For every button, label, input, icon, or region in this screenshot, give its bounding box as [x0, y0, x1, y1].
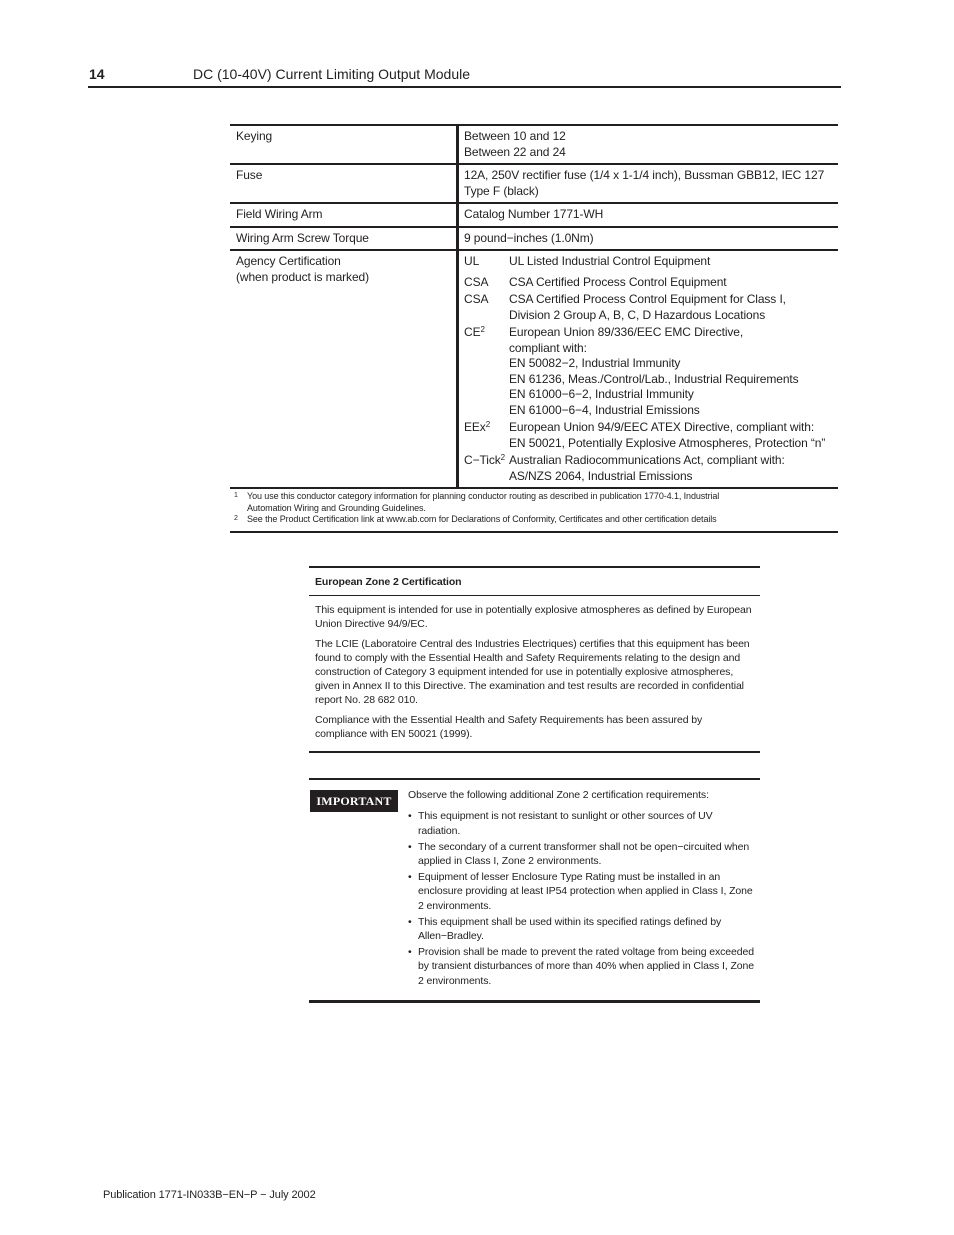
list-item [408, 840, 754, 869]
spec-row-keying [230, 126, 838, 165]
list-item [408, 870, 754, 913]
bullet-icon: • [408, 915, 412, 928]
cert-entry [464, 292, 832, 323]
header-rule [88, 86, 841, 88]
spec-label: Field Wiring Arm [230, 204, 459, 226]
cert-entry [464, 325, 832, 418]
spec-value-line: 12A, 250V rectifier fuse (1/4 x 1-1/4 inch), Bussman GBB12, IEC 127 [464, 168, 825, 182]
publication-footer: Publication 1771-IN033B−EN−P − July 2002 [103, 1189, 316, 1201]
spec-label: Wiring Arm Screw Torque [230, 228, 459, 250]
table-footnotes [230, 489, 838, 533]
spec-value-line: Between 10 and 12 [464, 129, 566, 143]
spec-value-line: Catalog Number 1771-WH [464, 207, 604, 221]
cert-code: C−Tick$^2$ [464, 453, 505, 467]
spec-row-fuse [230, 165, 838, 204]
footnote [234, 514, 834, 526]
spec-value [459, 204, 838, 226]
list-item-text: Provision shall be made to prevent the rated voltage from being exceeded by transient disturbances of more than 40% when applied in Class I, Zone 2 environments. [418, 946, 755, 987]
footnote-mark: 1 [234, 492, 238, 499]
cert-entry [464, 275, 832, 291]
cert-code: CSA [464, 292, 489, 306]
cert-code: EEx$^2$ [464, 420, 491, 434]
footnote [234, 491, 834, 514]
zone2-paragraph: Compliance with the Essential Health and Safety Requirements has been assured by compliance with EN 50021 (1999). [315, 714, 703, 740]
zone2-paragraph: The LCIE (Laboratoire Central des Industries Electriques) certifies that this equipment has been found to comply with the Essential Health and Safety Requirements relating to the design and construction of Category 3 equipment intended for use in potentially explosive atmospheres, given in Annex II to this Directive. The examination and test results are recorded in confidential report No. 28 682 010. [315, 638, 750, 706]
list-item [408, 945, 754, 988]
list-item [408, 915, 754, 944]
important-list [408, 809, 754, 988]
zone2-certification-box [309, 566, 760, 753]
spec-value-line: 9 pound−inches (1.0Nm) [464, 230, 594, 245]
spec-row-field-wiring-arm [230, 204, 838, 228]
cert-code: $CE^2$ [464, 325, 485, 339]
important-intro: Observe the following additional Zone 2 certification requirements: [408, 789, 709, 801]
spec-value-line: Type F (black) [464, 183, 539, 198]
spec-label-line: (when product is marked) [236, 269, 369, 284]
spec-value [459, 126, 838, 163]
list-item-text: This equipment shall be used within its specified ratings defined by Allen−Bradley. [418, 915, 722, 943]
footnote-text: See the Product Certification link at www.ab.com for Declarations of Conformity, Certificates and other certification details [247, 514, 717, 525]
important-badge: IMPORTANT [310, 790, 398, 812]
cert-description: European Union 89/336/EEC EMC Directive, compliant with: EN 50082−2, Industrial Immunity EN 61236, Meas./Control/Lab., Industrial Requirements EN 61000−6−2, Industrial Immunity EN 61000−6−4, Industrial Emissions [509, 325, 799, 417]
spec-value [459, 165, 838, 202]
important-content [408, 780, 760, 988]
list-item-text: Equipment of lesser Enclosure Type Rating must be installed in an enclosure providing at least IP54 protection when applied in Class I, Zone 2 environments. [418, 871, 753, 912]
list-item [408, 809, 754, 838]
cert-description: UL Listed Industrial Control Equipment [509, 254, 711, 268]
zone2-paragraph: This equipment is intended for use in potentially explosive atmospheres as defined by European Union Directive 94/9/EC. [315, 604, 752, 630]
footnote-text: You use this conductor category information for planning conductor routing as described in publication 1770-4.1, Industrial Automation Wiring and Grounding Guidelines. [247, 491, 720, 513]
bullet-icon: • [408, 946, 412, 959]
cert-entry [464, 453, 832, 484]
cert-description: CSA Certified Process Control Equipment [509, 274, 727, 289]
page-number: 14 [89, 66, 105, 82]
important-box [309, 778, 760, 1003]
bullet-icon: • [408, 840, 412, 853]
cert-entry [464, 420, 832, 451]
bullet-icon: • [408, 810, 412, 823]
document-title: DC (10-40V) Current Limiting Output Module [193, 66, 471, 82]
cert-description: European Union 94/9/EEC ATEX Directive, compliant with: EN 50021, Potentially Explosive Atmospheres, Protection “n” [509, 420, 826, 450]
certification-list [459, 251, 838, 487]
footnote-mark: 2 [234, 515, 238, 523]
list-item-text: The secondary of a current transformer shall not be open−circuited when applied in Class I, Zone 2 environments. [418, 840, 750, 868]
spec-value-line: Between 22 and 24 [464, 144, 566, 159]
spec-label-line: Agency Certification [236, 254, 341, 268]
spec-label: Fuse [230, 165, 459, 202]
list-item-text: This equipment is not resistant to sunlight or other sources of UV radiation. [418, 810, 713, 837]
zone2-body [309, 596, 760, 751]
spec-value [459, 228, 838, 250]
cert-entry [464, 254, 832, 270]
cert-code: UL [464, 254, 480, 268]
cert-description: CSA Certified Process Control Equipment for Class I, Division 2 Group A, B, C, D Hazardous Locations [509, 292, 786, 322]
specifications-table [230, 124, 838, 533]
cert-description: Australian Radiocommunications Act, compliant with: AS/NZS 2064, Industrial Emissions [509, 453, 785, 483]
cert-code: CSA [464, 274, 489, 289]
spec-label: Keying [230, 126, 459, 163]
bullet-icon: • [408, 871, 412, 884]
zone2-title: European Zone 2 Certification [309, 568, 760, 596]
spec-row-screw-torque [230, 228, 838, 252]
spec-row-agency-certification [230, 251, 838, 489]
spec-label [230, 251, 459, 487]
